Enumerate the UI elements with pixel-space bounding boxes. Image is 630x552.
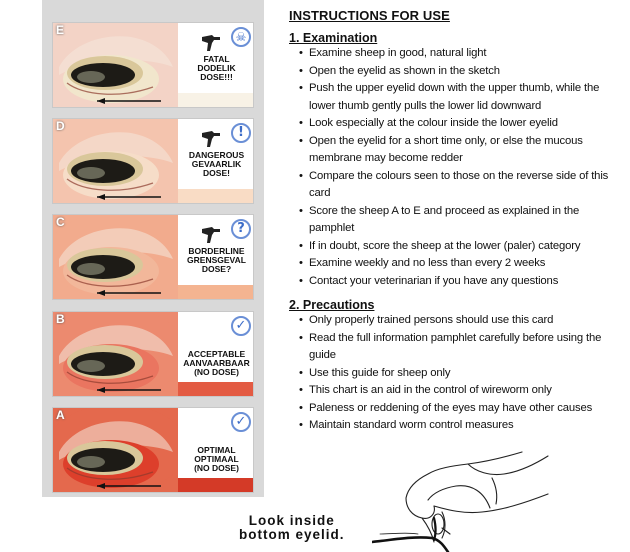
grade-label xyxy=(178,247,254,274)
grade-panel-c xyxy=(52,214,254,300)
grade-label-line: ACCEPTABLE xyxy=(187,349,246,359)
list-item: • Paleness or reddening of the eyes may have other causes xyxy=(299,400,619,418)
grade-label-line: GEVAARLIK xyxy=(191,159,242,169)
exclamation-icon: ! xyxy=(231,123,251,143)
grade-label-line: (NO DOSE) xyxy=(194,463,239,473)
grade-letter: C xyxy=(56,215,65,229)
eye-illustration xyxy=(53,119,178,204)
grade-info xyxy=(178,408,254,493)
caption-line-2: bottom eyelid. xyxy=(239,527,345,542)
eye-illustration xyxy=(53,312,178,397)
grade-info xyxy=(178,119,254,204)
drench-gun-icon xyxy=(200,223,222,245)
section-title: 2. Precautions xyxy=(289,298,375,312)
grade-label xyxy=(178,151,254,178)
list-item: • Contact your veterinarian if you have any questions xyxy=(299,273,619,291)
eye-illustration xyxy=(53,408,178,493)
grade-label-line: BORDERLINE xyxy=(188,246,245,256)
list-item: • Examine sheep in good, natural light xyxy=(299,45,619,63)
section-title: 1. Examination xyxy=(289,31,378,45)
grade-label-line: FATAL xyxy=(203,54,230,64)
list-item: • If in doubt, score the sheep at the lower (paler) category xyxy=(299,238,619,256)
grade-label-line: DOSE? xyxy=(201,264,232,274)
grade-letter: D xyxy=(56,119,65,133)
colour-swatch xyxy=(178,189,254,204)
list-item: • Open the eyelid for a short time only, or else the mucous membrane may become redder xyxy=(299,133,619,168)
grade-label-line: AANVAARBAAR xyxy=(183,358,250,368)
caption-line-1: Look inside xyxy=(248,513,335,528)
colour-swatch xyxy=(178,382,254,397)
instructions-title: INSTRUCTIONS FOR USE xyxy=(289,8,450,23)
grade-panel-e xyxy=(52,22,254,108)
list-item: • Score the sheep A to E and proceed as explained in the pamphlet xyxy=(299,203,619,238)
list-item: • Open the eyelid as shown in the sketch xyxy=(299,63,619,81)
instruction-list xyxy=(299,45,619,290)
grade-label-line: DOSE!!! xyxy=(200,72,233,82)
list-item: • Read the full information pamphlet carefully before using the guide xyxy=(299,330,619,365)
list-item: • Look especially at the colour inside the lower eyelid xyxy=(299,115,619,133)
list-item: • Push the upper eyelid down with the upper thumb, while the lower thumb gently pulls the lower lid downward xyxy=(299,80,619,115)
grade-panel-d xyxy=(52,118,254,204)
grade-letter: B xyxy=(56,312,65,326)
skull-icon: ☠ xyxy=(231,27,251,47)
checkmark-icon: ✓ xyxy=(231,412,251,432)
grade-label-line: DOSE! xyxy=(203,168,230,178)
list-item: • Only properly trained persons should use this card xyxy=(299,312,619,330)
drench-gun-icon xyxy=(200,127,222,149)
instruction-list xyxy=(299,312,619,435)
colour-swatch xyxy=(178,285,254,300)
list-item: • Maintain standard worm control measures xyxy=(299,417,619,435)
grade-label-line: OPTIMAAL xyxy=(194,454,239,464)
instructions-block xyxy=(289,8,619,435)
grade-letter: A xyxy=(56,408,65,422)
colour-swatch xyxy=(178,478,254,493)
checkmark-icon: ✓ xyxy=(231,316,251,336)
grade-label-line: DANGEROUS xyxy=(188,150,245,160)
grade-info xyxy=(178,312,254,397)
hand-sketch-illustration xyxy=(372,448,552,552)
grade-info xyxy=(178,215,254,300)
list-item: • Use this guide for sheep only xyxy=(299,365,619,383)
drench-gun-icon xyxy=(200,31,222,53)
eye-illustration xyxy=(53,23,178,108)
list-item: • Examine weekly and no less than every 2 weeks xyxy=(299,255,619,273)
caption xyxy=(239,514,345,542)
list-item: • Compare the colours seen to those on the reverse side of this card xyxy=(299,168,619,203)
grade-info xyxy=(178,23,254,108)
list-item: • This chart is an aid in the control of wireworm only xyxy=(299,382,619,400)
grade-label-line: DODELIK xyxy=(197,63,236,73)
question-icon: ? xyxy=(231,219,251,239)
grade-panel-a xyxy=(52,407,254,493)
grade-label xyxy=(178,55,254,82)
grade-label-line: (NO DOSE) xyxy=(194,367,239,377)
grade-label xyxy=(178,350,254,377)
famacha-card xyxy=(42,0,264,497)
colour-swatch xyxy=(178,93,254,108)
grade-label-line: GRENSGEVAL xyxy=(187,255,246,265)
eye-illustration xyxy=(53,215,178,300)
grade-label xyxy=(178,446,254,473)
grade-letter: E xyxy=(56,23,65,37)
grade-panel-b xyxy=(52,311,254,397)
grade-label-line: OPTIMAL xyxy=(197,445,236,455)
